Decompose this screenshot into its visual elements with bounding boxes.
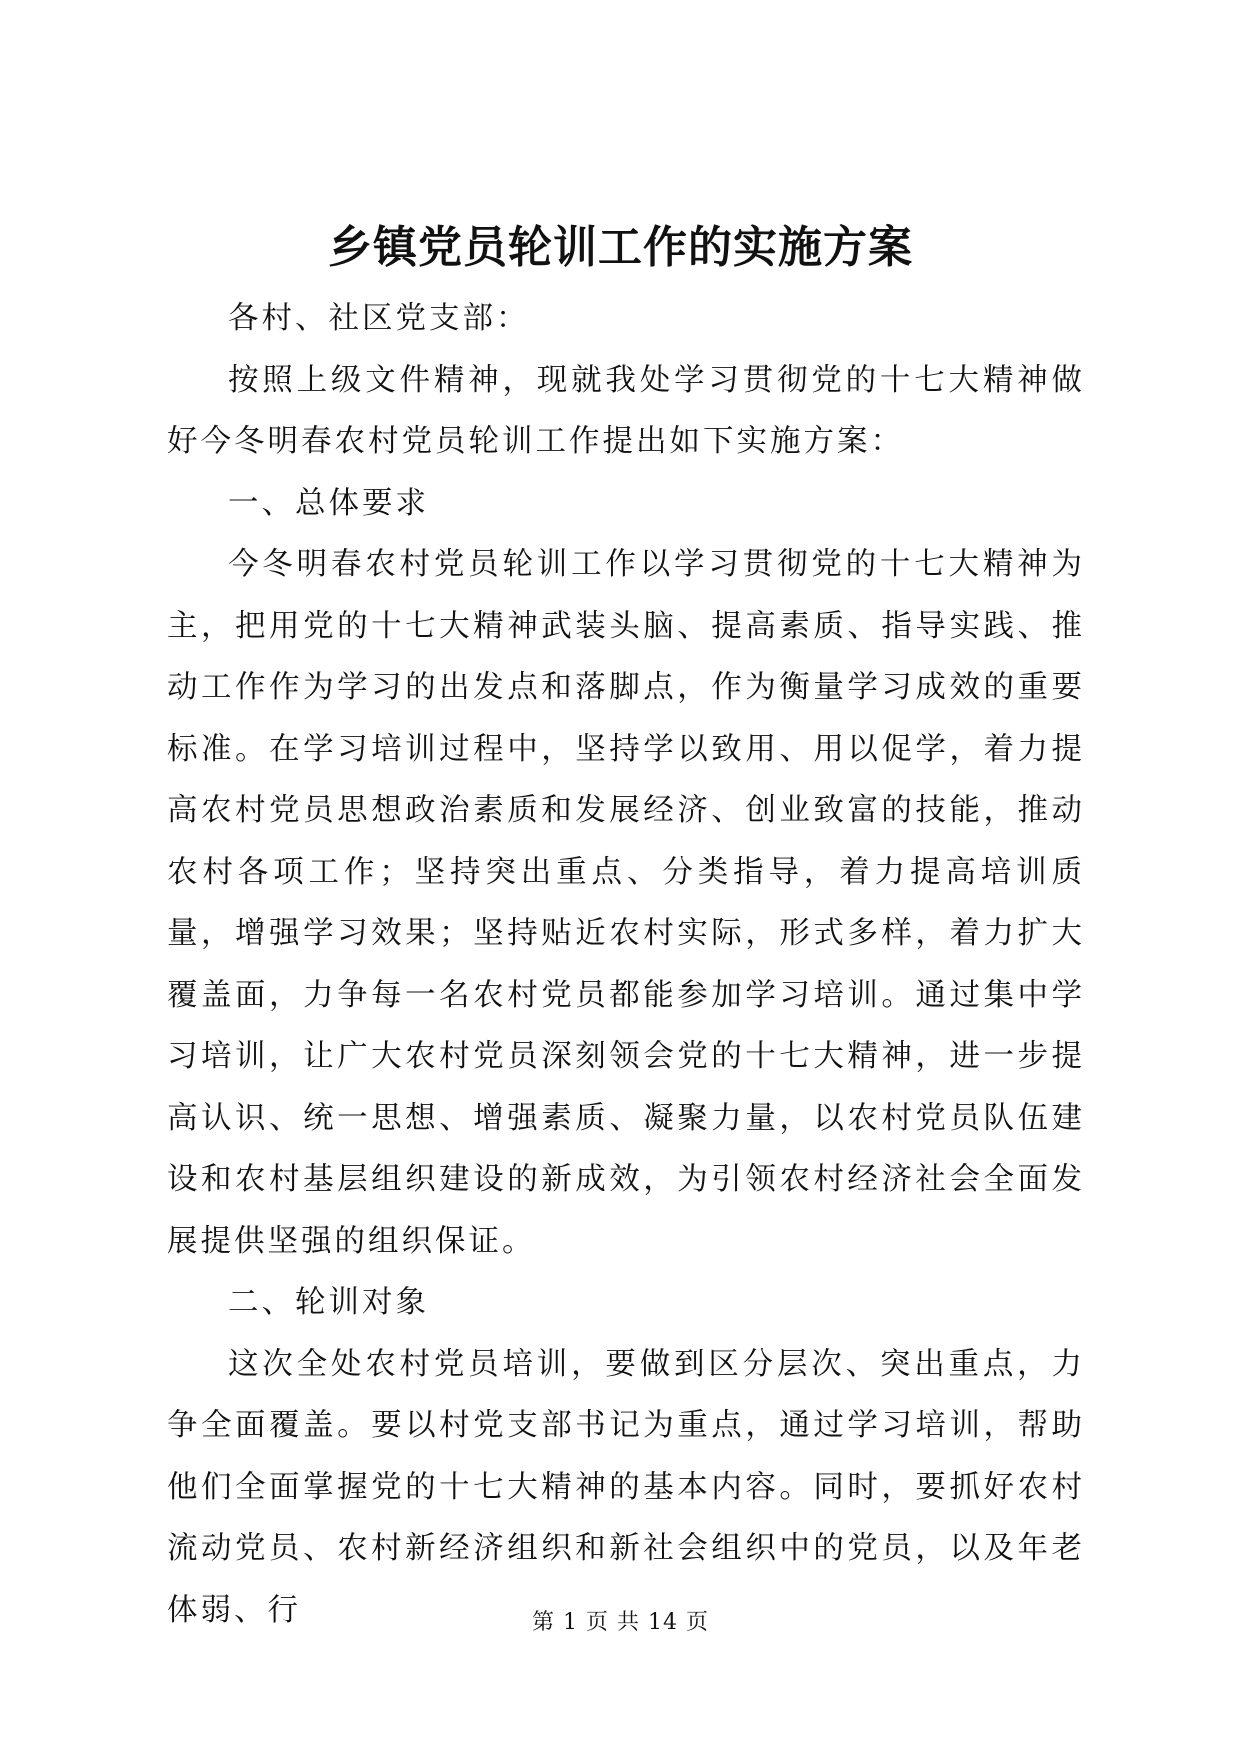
document-body xyxy=(167,288,1085,1641)
intro-paragraph: 按照上级文件精神，现就我处学习贯彻党的十七大精神做好今冬明春农村党员轮训工作提出如下实施方案： xyxy=(167,362,1085,459)
document-title: 乡镇党员轮训工作的实施方案 xyxy=(328,222,913,273)
section-heading-2: 二、轮训对象 xyxy=(228,1285,429,1320)
section-paragraph-1: 今冬明春农村党员轮训工作以学习贯彻党的十七大精神为主，把用党的十七大精神武装头脑、提高素质、指导实践、推动工作作为学习的出发点和落脚点，作为衡量学习成效的重要标准。在学习培训过程中，坚持学以致用、用以促学，着力提高农村党员思想政治素质和发展经济、创业致富的技能，推动农村各项工作；坚持突出重点、分类指导，着力提高培训质量，增强学习效果；坚持贴近农村实际，形式多样，着力扩大覆盖面，力争每一名农村党员都能参加学习培训。通过集中学习培训，让广大农村党员深刻领会党的十七大精神，进一步提高认识、统一思想、增强素质、凝聚力量，以农村党员队伍建设和农村基层组织建设的新成效，为引领农村经济社会全面发展提供坚强的组织保证。 xyxy=(167,547,1085,1259)
section-paragraph-2: 这次全处农村党员培训，要做到区分层次、突出重点，力争全面覆盖。要以村党支部书记为重点，通过学习培训，帮助他们全面掌握党的十七大精神的基本内容。同时，要抓好农村流动党员、农村新经济组织和新社会组织中的党员，以及年老体弱、行 xyxy=(167,1346,1085,1628)
page-number: 第 1 页 共 14 页 xyxy=(532,1610,709,1635)
salutation: 各村、社区党支部： xyxy=(228,301,530,336)
section-heading-1: 一、总体要求 xyxy=(228,485,429,521)
